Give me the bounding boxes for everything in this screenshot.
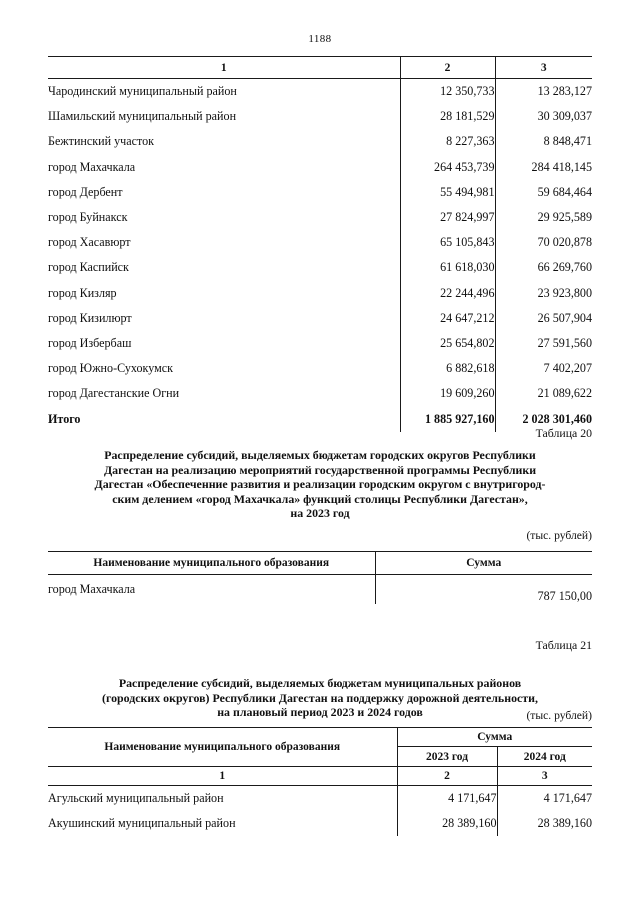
column-header-3: 3	[497, 767, 592, 786]
row-name: город Махачкала	[48, 159, 136, 174]
row-name: город Каспийск	[48, 260, 129, 275]
row-value-2023: 25 654,802	[400, 331, 495, 356]
table-row	[48, 331, 592, 356]
column-header-year-2023: 2023 год	[397, 747, 497, 767]
row-name: город Хасавюрт	[48, 235, 131, 250]
row-name: Шамильский муниципальный район	[48, 109, 237, 124]
row-value-2024: 13 283,127	[495, 79, 592, 105]
table-20-units: (тыс. рублей)	[526, 529, 592, 542]
column-header-2: 2	[400, 57, 495, 79]
total-label: Итого	[48, 411, 81, 426]
table-row	[48, 129, 592, 154]
row-name: город Буйнакск	[48, 210, 128, 225]
row-value-2024: 8 848,471	[495, 129, 592, 154]
row-name: город Южно-Сухокумск	[48, 361, 174, 376]
row-value-2023: 28 389,160	[397, 811, 497, 836]
table-20-title-line: ским делением «город Махачкала» функций столицы Республики Дагестан»,	[112, 491, 528, 506]
row-value-2024: 27 591,560	[495, 331, 592, 356]
row-name: Акушинский муниципальный район	[48, 816, 236, 831]
row-name: город Кизляр	[48, 285, 117, 300]
column-header-2: 2	[397, 767, 497, 786]
row-value-2024: 4 171,647	[497, 786, 592, 812]
table-20-title-line: Дагестан «Обеспеченние развития и реализации городским округом с внутригород-	[94, 477, 546, 492]
row-value-2023: 19 609,260	[400, 381, 495, 406]
table-row	[48, 155, 592, 180]
row-value-2023: 55 494,981	[400, 180, 495, 205]
row-value-2023: 61 618,030	[400, 255, 495, 280]
table-21-title-line: (городских округов) Республики Дагестан на поддержку дорожной деятельности,	[102, 690, 538, 705]
total-value-2023: 1 885 927,160	[400, 406, 495, 431]
table-20	[48, 551, 592, 604]
table-19-header-row	[48, 57, 592, 79]
table-20-title-line: Распределение субсидий, выделяемых бюджетам городских округов Республики	[104, 448, 536, 462]
row-name: Чародинский муниципальный район	[48, 84, 237, 99]
table-row	[48, 205, 592, 230]
table-20-label: Таблица 20	[535, 426, 592, 440]
row-name: город Махачкала	[48, 582, 136, 596]
row-name: Агульский муниципальный район	[48, 791, 224, 806]
table-row	[48, 281, 592, 306]
table-row	[48, 575, 592, 605]
table-21-header-row-top	[48, 728, 592, 747]
table-19-continued	[48, 56, 592, 432]
row-value-2023: 22 244,496	[400, 281, 495, 306]
table-row	[48, 180, 592, 205]
row-name: город Избербаш	[48, 335, 132, 350]
row-name: город Кизилюрт	[48, 310, 132, 325]
table-20-header-row	[48, 552, 592, 575]
table-21-title-line: на плановый период 2023 и 2024 годов	[217, 705, 423, 720]
row-value-2024: 21 089,622	[495, 381, 592, 406]
column-header-sum: Сумма	[375, 552, 592, 575]
row-value-2023: 6 882,618	[400, 356, 495, 381]
row-value-2024: 28 389,160	[497, 811, 592, 836]
table-21-title-line: Распределение субсидий, выделяемых бюджетам муниципальных районов	[118, 676, 522, 690]
table-row	[48, 255, 592, 280]
column-header-name: Наименование муниципального образования	[48, 728, 397, 767]
row-value-2023: 27 824,997	[400, 205, 495, 230]
row-value-2023: 8 227,363	[400, 129, 495, 154]
table-21-title	[48, 676, 592, 720]
row-value-sum: 787 150,00	[375, 575, 592, 605]
row-name: город Дербент	[48, 184, 123, 199]
row-value-2024: 23 923,800	[495, 281, 592, 306]
row-value-2023: 12 350,733	[400, 79, 495, 105]
total-value-2024: 2 028 301,460	[495, 406, 592, 431]
table-20-title	[48, 448, 592, 521]
row-value-2023: 264 453,739	[400, 155, 495, 180]
table-row	[48, 381, 592, 406]
table-20-title-line: Дагестан на реализацию мероприятий государственной программы Республики	[103, 462, 537, 477]
row-value-2024: 30 309,037	[495, 104, 592, 129]
page-number: 1188	[308, 33, 332, 45]
column-header-3: 3	[495, 57, 592, 79]
table-row	[48, 811, 592, 836]
table-20-title-line: на 2023 год	[290, 506, 350, 521]
row-value-2024: 29 925,589	[495, 205, 592, 230]
table-row	[48, 356, 592, 381]
table-21-units: (тыс. рублей)	[526, 709, 592, 722]
row-value-2023: 24 647,212	[400, 306, 495, 331]
row-value-2024: 66 269,760	[495, 255, 592, 280]
row-value-2023: 65 105,843	[400, 230, 495, 255]
row-value-2023: 28 181,529	[400, 104, 495, 129]
table-21-label: Таблица 21	[535, 638, 592, 652]
table-total-row	[48, 406, 592, 431]
column-header-name: Наименование муниципального образования	[48, 552, 375, 575]
table-row	[48, 230, 592, 255]
column-header-sum: Сумма	[397, 728, 592, 747]
row-value-2023: 4 171,647	[397, 786, 497, 812]
column-header-1: 1	[48, 767, 397, 786]
table-row	[48, 786, 592, 812]
table-row	[48, 79, 592, 105]
column-header-year-2024: 2024 год	[497, 747, 592, 767]
row-value-2024: 59 684,464	[495, 180, 592, 205]
column-header-1: 1	[48, 57, 400, 79]
table-row	[48, 104, 592, 129]
row-value-2024: 284 418,145	[495, 155, 592, 180]
row-value-2024: 7 402,207	[495, 356, 592, 381]
table-21-header-row-numbers	[48, 767, 592, 786]
table-21	[48, 727, 592, 836]
row-name: город Дагестанские Огни	[48, 386, 180, 401]
row-name: Бежтинский участок	[48, 134, 155, 149]
table-row	[48, 306, 592, 331]
row-value-2024: 26 507,904	[495, 306, 592, 331]
row-value-2024: 70 020,878	[495, 230, 592, 255]
